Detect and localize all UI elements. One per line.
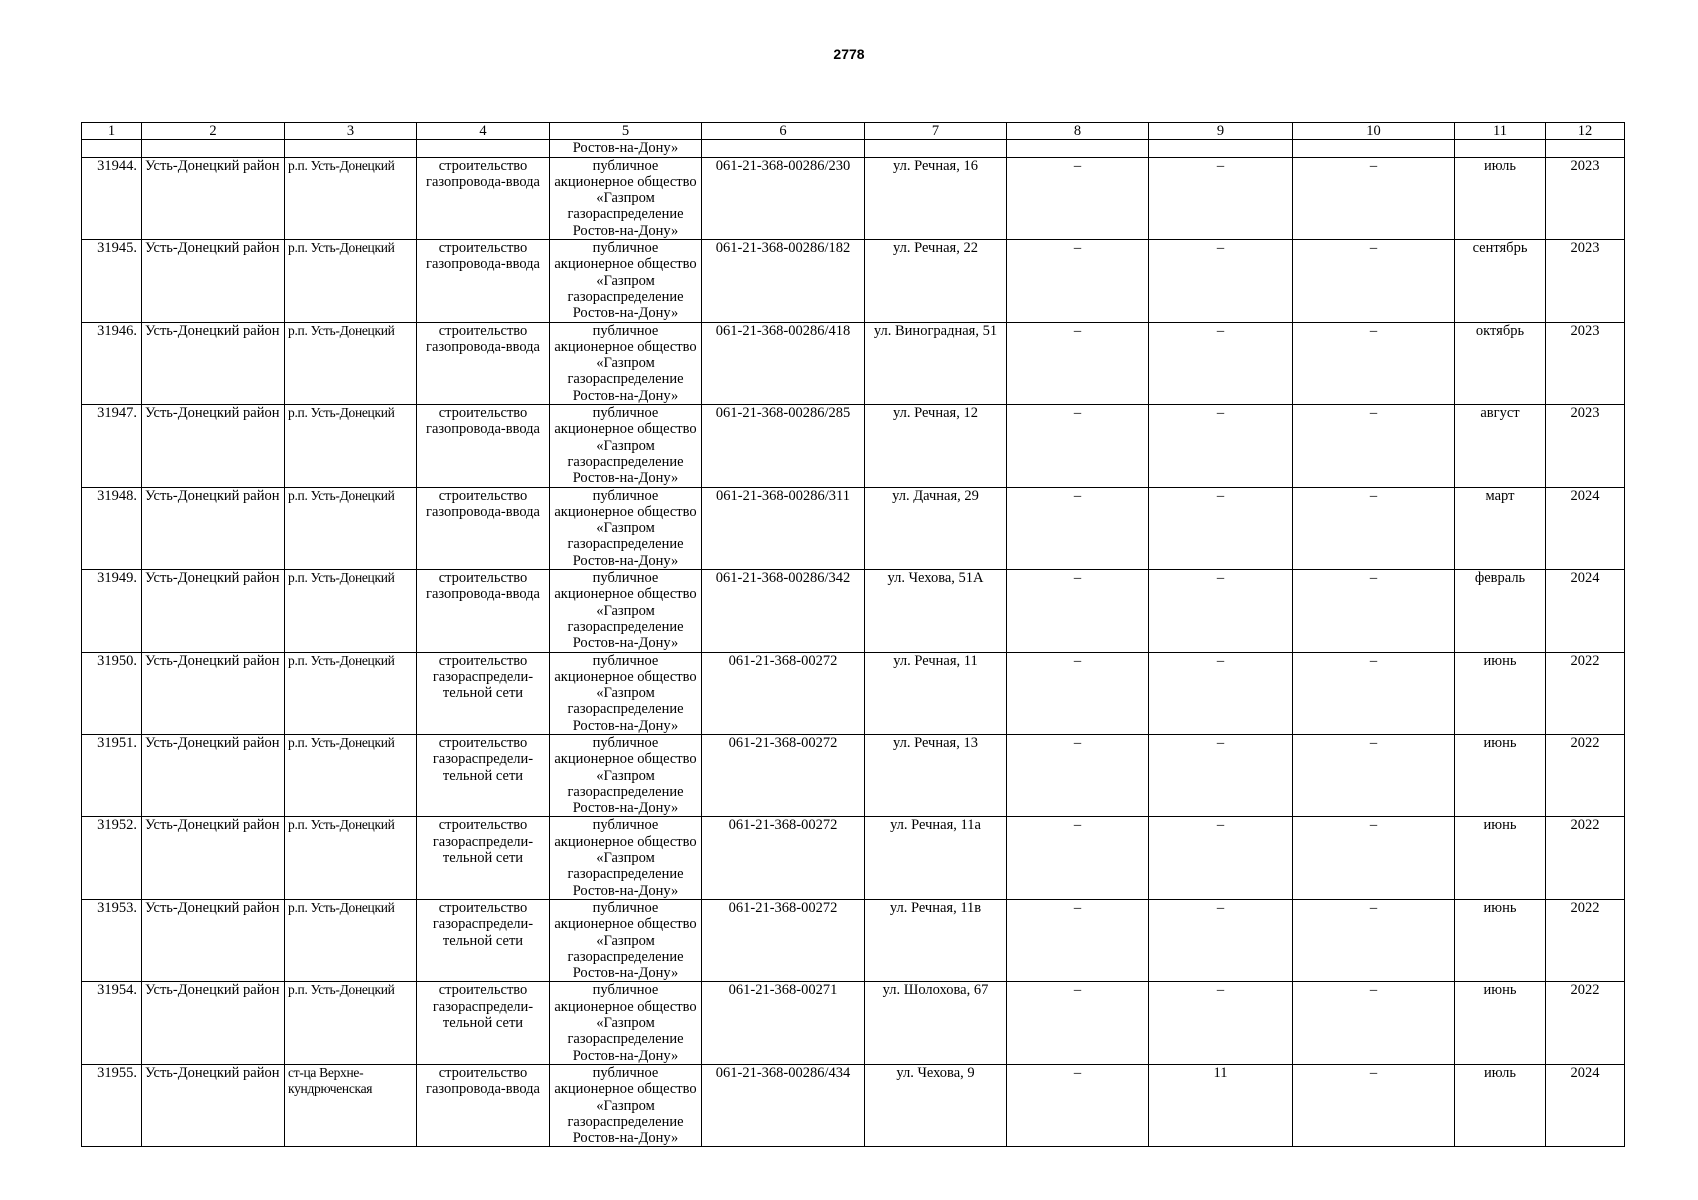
address-cell: ул. Речная, 11 — [865, 652, 1007, 734]
col9-cell: – — [1149, 652, 1293, 734]
table-cell — [417, 140, 550, 157]
work-type-cell: строительство газопровода-ввода — [417, 405, 550, 487]
table-row — [82, 899, 1625, 981]
locality-cell: р.п. Усть-Донецкий — [285, 157, 417, 239]
work-type-cell: строительство газопровода-ввода — [417, 1064, 550, 1146]
locality-cell: р.п. Усть-Донецкий — [285, 322, 417, 404]
organization-cell: публичное акционерное общество «Газпром газораспределение Ростов-на-Дону» — [550, 734, 702, 816]
row-number-cell: 31954. — [82, 982, 142, 1064]
col10-cell: – — [1293, 652, 1455, 734]
header-cell: 4 — [417, 123, 550, 140]
table-cell — [1293, 140, 1455, 157]
table-row — [82, 652, 1625, 734]
col10-cell: – — [1293, 570, 1455, 652]
month-cell: март — [1455, 487, 1546, 569]
year-cell: 2023 — [1546, 240, 1625, 322]
month-cell: июль — [1455, 1064, 1546, 1146]
address-cell: ул. Речная, 11в — [865, 899, 1007, 981]
district-cell: Усть-Донецкий район — [142, 817, 285, 899]
year-cell: 2024 — [1546, 570, 1625, 652]
col10-cell: – — [1293, 322, 1455, 404]
col8-cell: – — [1007, 652, 1149, 734]
col8-cell: – — [1007, 982, 1149, 1064]
month-cell: август — [1455, 405, 1546, 487]
col10-cell: – — [1293, 817, 1455, 899]
registry-code-cell: 061-21-368-00286/182 — [702, 240, 865, 322]
locality-cell: ст-ца Верхне-кундрюченская — [285, 1064, 417, 1146]
data-table — [81, 122, 1625, 1147]
locality-cell: р.п. Усть-Донецкий — [285, 817, 417, 899]
col9-cell: – — [1149, 487, 1293, 569]
address-cell: ул. Речная, 13 — [865, 734, 1007, 816]
district-cell: Усть-Донецкий район — [142, 240, 285, 322]
work-type-cell: строительство газопровода-ввода — [417, 570, 550, 652]
locality-cell: р.п. Усть-Донецкий — [285, 899, 417, 981]
continuation-row — [82, 140, 1625, 157]
year-cell: 2023 — [1546, 322, 1625, 404]
table-row — [82, 487, 1625, 569]
organization-cell: публичное акционерное общество «Газпром газораспределение Ростов-на-Дону» — [550, 899, 702, 981]
month-cell: июнь — [1455, 652, 1546, 734]
header-cell: 8 — [1007, 123, 1149, 140]
table-row — [82, 157, 1625, 239]
registry-code-cell: 061-21-368-00272 — [702, 734, 865, 816]
row-number-cell: 31951. — [82, 734, 142, 816]
col8-cell: – — [1007, 405, 1149, 487]
col9-cell: – — [1149, 817, 1293, 899]
row-number-cell: 31944. — [82, 157, 142, 239]
district-cell: Усть-Донецкий район — [142, 405, 285, 487]
header-cell: 5 — [550, 123, 702, 140]
address-cell: ул. Речная, 12 — [865, 405, 1007, 487]
col10-cell: – — [1293, 734, 1455, 816]
address-cell: ул. Речная, 22 — [865, 240, 1007, 322]
col10-cell: – — [1293, 240, 1455, 322]
row-number-cell: 31952. — [82, 817, 142, 899]
year-cell: 2022 — [1546, 899, 1625, 981]
col9-cell: – — [1149, 570, 1293, 652]
month-cell: июнь — [1455, 982, 1546, 1064]
col9-cell: – — [1149, 899, 1293, 981]
address-cell: ул. Чехова, 9 — [865, 1064, 1007, 1146]
col8-cell: – — [1007, 157, 1149, 239]
row-number-cell: 31945. — [82, 240, 142, 322]
col9-cell: – — [1149, 157, 1293, 239]
year-cell: 2022 — [1546, 734, 1625, 816]
registry-code-cell: 061-21-368-00286/434 — [702, 1064, 865, 1146]
table-cell — [1455, 140, 1546, 157]
registry-code-cell: 061-21-368-00286/342 — [702, 570, 865, 652]
col10-cell: – — [1293, 157, 1455, 239]
header-row — [82, 123, 1625, 140]
col8-cell: – — [1007, 240, 1149, 322]
registry-code-cell: 061-21-368-00286/311 — [702, 487, 865, 569]
registry-code-cell: 061-21-368-00286/230 — [702, 157, 865, 239]
month-cell: июль — [1455, 157, 1546, 239]
organization-cell: публичное акционерное общество «Газпром газораспределение Ростов-на-Дону» — [550, 982, 702, 1064]
col9-cell: – — [1149, 240, 1293, 322]
organization-cell: публичное акционерное общество «Газпром газораспределение Ростов-на-Дону» — [550, 240, 702, 322]
table-cell: Ростов-на-Дону» — [550, 140, 702, 157]
district-cell: Усть-Донецкий район — [142, 487, 285, 569]
organization-cell: публичное акционерное общество «Газпром газораспределение Ростов-на-Дону» — [550, 157, 702, 239]
registry-code-cell: 061-21-368-00272 — [702, 817, 865, 899]
registry-code-cell: 061-21-368-00286/418 — [702, 322, 865, 404]
district-cell: Усть-Донецкий район — [142, 734, 285, 816]
header-cell: 12 — [1546, 123, 1625, 140]
month-cell: октябрь — [1455, 322, 1546, 404]
col8-cell: – — [1007, 817, 1149, 899]
work-type-cell: строительство газораспредели-тельной сети — [417, 899, 550, 981]
table-cell — [1007, 140, 1149, 157]
table-cell — [865, 140, 1007, 157]
page-number: 2778 — [833, 46, 865, 62]
table-cell — [702, 140, 865, 157]
year-cell: 2024 — [1546, 487, 1625, 569]
year-cell: 2022 — [1546, 982, 1625, 1064]
col9-cell: – — [1149, 734, 1293, 816]
locality-cell: р.п. Усть-Донецкий — [285, 570, 417, 652]
work-type-cell: строительство газораспредели-тельной сети — [417, 652, 550, 734]
table-cell — [82, 140, 142, 157]
year-cell: 2023 — [1546, 405, 1625, 487]
address-cell: ул. Чехова, 51А — [865, 570, 1007, 652]
row-number-cell: 31955. — [82, 1064, 142, 1146]
locality-cell: р.п. Усть-Донецкий — [285, 405, 417, 487]
col9-cell: – — [1149, 982, 1293, 1064]
organization-cell: публичное акционерное общество «Газпром газораспределение Ростов-на-Дону» — [550, 405, 702, 487]
col8-cell: – — [1007, 487, 1149, 569]
col9-cell: 11 — [1149, 1064, 1293, 1146]
col10-cell: – — [1293, 405, 1455, 487]
district-cell: Усть-Донецкий район — [142, 652, 285, 734]
district-cell: Усть-Донецкий район — [142, 157, 285, 239]
col9-cell: – — [1149, 322, 1293, 404]
organization-cell: публичное акционерное общество «Газпром газораспределение Ростов-на-Дону» — [550, 322, 702, 404]
organization-cell: публичное акционерное общество «Газпром газораспределение Ростов-на-Дону» — [550, 487, 702, 569]
row-number-cell: 31947. — [82, 405, 142, 487]
col10-cell: – — [1293, 1064, 1455, 1146]
organization-cell: публичное акционерное общество «Газпром газораспределение Ростов-на-Дону» — [550, 817, 702, 899]
row-number-cell: 31953. — [82, 899, 142, 981]
table-row — [82, 405, 1625, 487]
table-row — [82, 817, 1625, 899]
col8-cell: – — [1007, 322, 1149, 404]
header-cell: 6 — [702, 123, 865, 140]
organization-cell: публичное акционерное общество «Газпром газораспределение Ростов-на-Дону» — [550, 652, 702, 734]
year-cell: 2022 — [1546, 817, 1625, 899]
table-cell — [142, 140, 285, 157]
registry-code-cell: 061-21-368-00286/285 — [702, 405, 865, 487]
table-cell — [1149, 140, 1293, 157]
work-type-cell: строительство газопровода-ввода — [417, 322, 550, 404]
organization-cell: публичное акционерное общество «Газпром газораспределение Ростов-на-Дону» — [550, 570, 702, 652]
district-cell: Усть-Донецкий район — [142, 322, 285, 404]
year-cell: 2022 — [1546, 652, 1625, 734]
address-cell: ул. Виноградная, 51 — [865, 322, 1007, 404]
header-cell: 1 — [82, 123, 142, 140]
row-number-cell: 31946. — [82, 322, 142, 404]
registry-code-cell: 061-21-368-00272 — [702, 899, 865, 981]
col10-cell: – — [1293, 982, 1455, 1064]
table-row — [82, 734, 1625, 816]
work-type-cell: строительство газопровода-ввода — [417, 157, 550, 239]
col8-cell: – — [1007, 899, 1149, 981]
table-row — [82, 570, 1625, 652]
district-cell: Усть-Донецкий район — [142, 899, 285, 981]
work-type-cell: строительство газораспредели-тельной сети — [417, 734, 550, 816]
table-row — [82, 322, 1625, 404]
month-cell: июнь — [1455, 734, 1546, 816]
organization-cell: публичное акционерное общество «Газпром газораспределение Ростов-на-Дону» — [550, 1064, 702, 1146]
address-cell: ул. Дачная, 29 — [865, 487, 1007, 569]
year-cell: 2023 — [1546, 157, 1625, 239]
header-cell: 10 — [1293, 123, 1455, 140]
table-cell — [285, 140, 417, 157]
header-cell: 3 — [285, 123, 417, 140]
col9-cell: – — [1149, 405, 1293, 487]
table-row — [82, 982, 1625, 1064]
address-cell: ул. Речная, 11а — [865, 817, 1007, 899]
header-cell: 7 — [865, 123, 1007, 140]
table-row — [82, 1064, 1625, 1146]
col8-cell: – — [1007, 734, 1149, 816]
registry-code-cell: 061-21-368-00272 — [702, 652, 865, 734]
row-number-cell: 31950. — [82, 652, 142, 734]
header-cell: 11 — [1455, 123, 1546, 140]
locality-cell: р.п. Усть-Донецкий — [285, 652, 417, 734]
district-cell: Усть-Донецкий район — [142, 570, 285, 652]
district-cell: Усть-Донецкий район — [142, 1064, 285, 1146]
address-cell: ул. Шолохова, 67 — [865, 982, 1007, 1064]
table-row — [82, 240, 1625, 322]
row-number-cell: 31948. — [82, 487, 142, 569]
month-cell: июнь — [1455, 899, 1546, 981]
header-cell: 9 — [1149, 123, 1293, 140]
work-type-cell: строительство газопровода-ввода — [417, 240, 550, 322]
registry-code-cell: 061-21-368-00271 — [702, 982, 865, 1064]
district-cell: Усть-Донецкий район — [142, 982, 285, 1064]
locality-cell: р.п. Усть-Донецкий — [285, 487, 417, 569]
month-cell: сентябрь — [1455, 240, 1546, 322]
col8-cell: – — [1007, 570, 1149, 652]
table-cell — [1546, 140, 1625, 157]
work-type-cell: строительство газораспредели-тельной сети — [417, 817, 550, 899]
year-cell: 2024 — [1546, 1064, 1625, 1146]
month-cell: июнь — [1455, 817, 1546, 899]
col8-cell: – — [1007, 1064, 1149, 1146]
locality-cell: р.п. Усть-Донецкий — [285, 240, 417, 322]
col10-cell: – — [1293, 487, 1455, 569]
row-number-cell: 31949. — [82, 570, 142, 652]
address-cell: ул. Речная, 16 — [865, 157, 1007, 239]
work-type-cell: строительство газораспредели-тельной сети — [417, 982, 550, 1064]
header-cell: 2 — [142, 123, 285, 140]
locality-cell: р.п. Усть-Донецкий — [285, 982, 417, 1064]
month-cell: февраль — [1455, 570, 1546, 652]
work-type-cell: строительство газопровода-ввода — [417, 487, 550, 569]
col10-cell: – — [1293, 899, 1455, 981]
locality-cell: р.п. Усть-Донецкий — [285, 734, 417, 816]
